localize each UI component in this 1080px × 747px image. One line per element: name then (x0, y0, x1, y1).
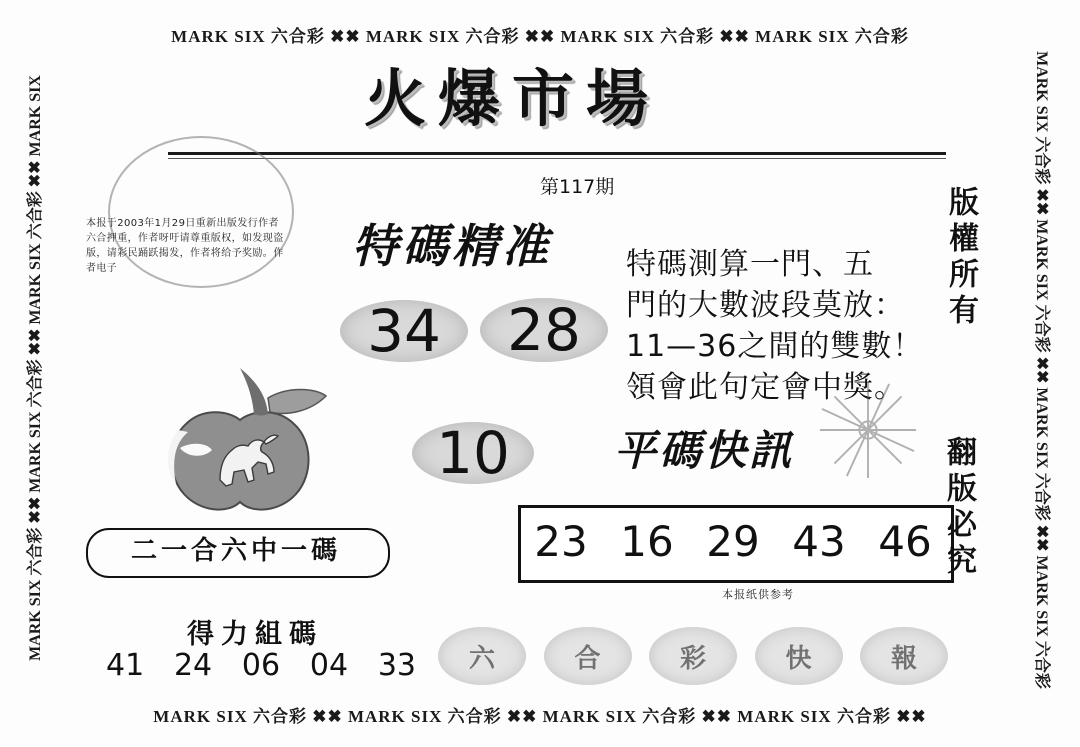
combo-number: 41 (106, 648, 145, 683)
forecast-line-4: 領會此句定會中獎。 (626, 370, 905, 405)
forecast-line-2: 門的大數波段莫放： (626, 288, 905, 323)
sunburst-icon (820, 382, 916, 478)
slogan-text: 二一合六中一碼 (130, 536, 341, 566)
flat-number: 29 (706, 516, 760, 566)
copyright-vertical-text: 版權所有 (943, 186, 978, 330)
border-band-left: MARK SIX 六合彩 ✖✖ MARK SIX 六合彩 ✖✖ MARK SIX 六合彩 ✖✖ MARK SIX (27, 75, 44, 661)
combo-number: 06 (241, 648, 281, 683)
flat-number-list (518, 505, 948, 577)
border-band-bottom: MARK SIX 六合彩 ✖✖ MARK SIX 六合彩 ✖✖ MARK SIX 六合彩 ✖✖ MARK SIX 六合彩 ✖✖ (153, 707, 927, 726)
copyright-notice: 本报于2003年1月29日重新出版发行作者六合押重，作者呀吁请尊重版权，如发现盗版，请彩民踊跃揭发，作者将给予奖励。作者电子 (86, 218, 284, 274)
flat-number-heading: 平碼快訊 (614, 426, 795, 475)
combo-number-list (106, 648, 416, 683)
combo-number: 33 (377, 648, 416, 683)
masthead-divider-thin (168, 158, 946, 159)
watermark-bubble: 彩 (649, 627, 737, 685)
watermark-bubble: 六 (438, 627, 526, 685)
masthead (232, 58, 792, 140)
page-title: 火爆市場 (363, 62, 660, 135)
combo-heading: 得力組碼 (187, 619, 323, 650)
reprint-warning-vertical-text: 翻版必究 (941, 436, 976, 580)
watermark-bubbles (438, 618, 948, 694)
combo-number: 24 (173, 648, 213, 683)
flat-number: 16 (620, 516, 674, 566)
watermark-bubble: 快 (755, 627, 843, 685)
issue-number: 第117期 (540, 176, 615, 198)
watermark-bubble: 報 (860, 627, 948, 685)
border-band-right: MARK SIX 六合彩 ✖✖ MARK SIX 六合彩 ✖✖ MARK SIX 六合彩 ✖✖ MARK SIX 六合彩 (1033, 51, 1050, 689)
flat-number: 46 (878, 516, 932, 566)
watermark-bubble: 合 (544, 627, 632, 685)
forecast-line-1: 特碼測算一門、五 (626, 247, 874, 282)
flat-number: 43 (792, 516, 846, 566)
forecast-line-3: 11—36之間的雙數！ (626, 329, 924, 364)
special-number-heading: 特碼精准 (352, 219, 552, 273)
special-number-2: 28 (507, 296, 581, 364)
border-band-top: MARK SIX 六合彩 ✖✖ MARK SIX 六合彩 ✖✖ MARK SIX 六合彩 ✖✖ MARK SIX 六合彩 (171, 27, 909, 46)
masthead-divider (168, 152, 946, 155)
special-number-1: 34 (367, 297, 441, 365)
apple-horse-illustration (128, 362, 352, 522)
combo-number: 04 (309, 648, 349, 683)
special-number-3: 10 (436, 419, 510, 487)
flat-number: 23 (534, 516, 588, 566)
flat-footnote: 本报纸供参考 (722, 588, 794, 601)
